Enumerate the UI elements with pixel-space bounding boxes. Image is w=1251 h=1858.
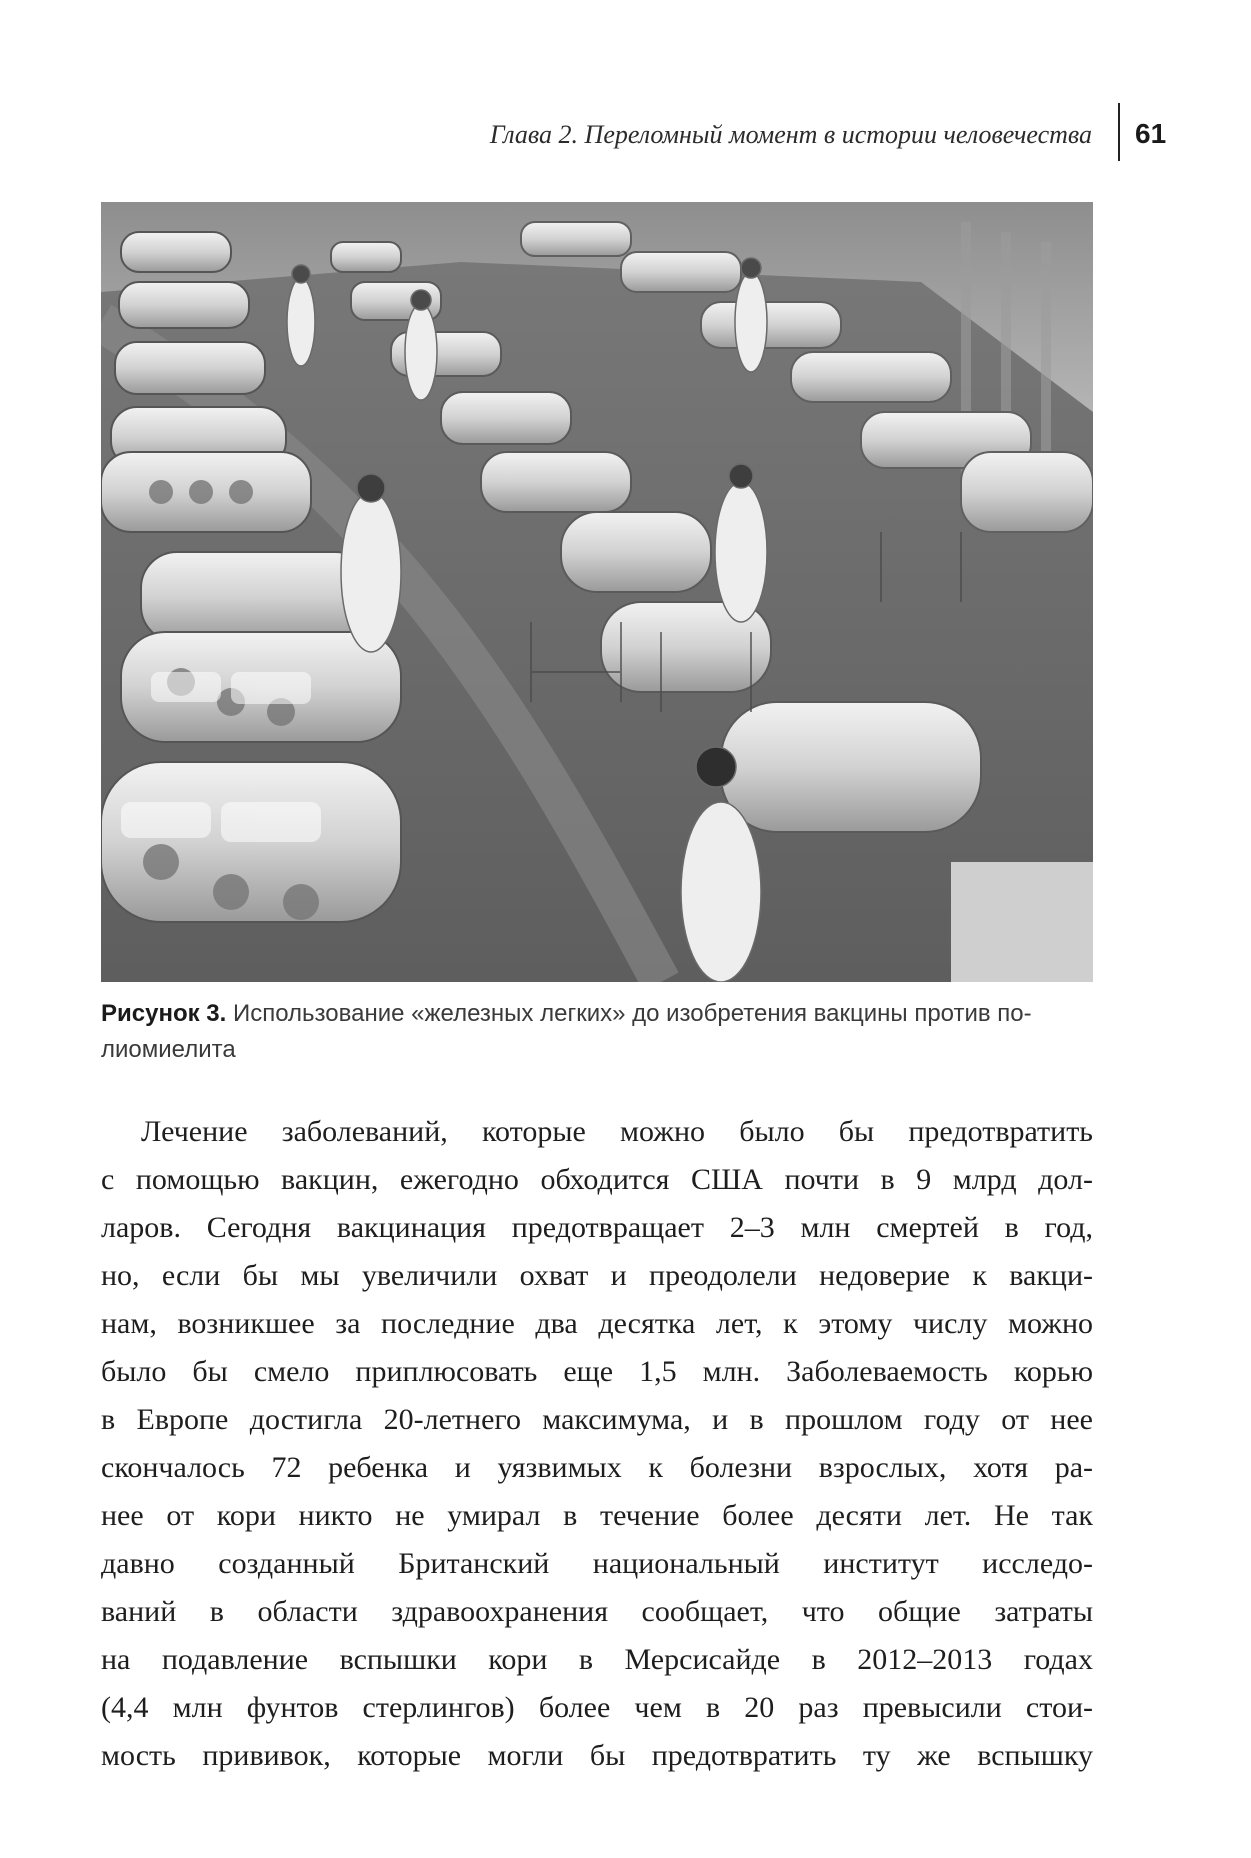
- body-line: давно созданный Британский национальный институт исследо-: [101, 1547, 1093, 1580]
- body-line: мость прививок, которые могли бы предотвратить ту же вспышку: [101, 1739, 1093, 1772]
- body-line: ларов. Сегодня вакцинация предотвращает 2–3 млн смертей в год,: [101, 1211, 1093, 1244]
- body-line: нам, возникшее за последние два десятка лет, к этому числу можно: [101, 1307, 1093, 1340]
- figure-caption: [101, 996, 1093, 1068]
- running-header-title: Глава 2. Переломный момент в истории человечества: [489, 120, 1092, 149]
- body-line: нее от кори никто не умирал в течение более десяти лет. Не так: [101, 1499, 1093, 1532]
- body-line: Лечение заболеваний, которые можно было бы предотвратить: [141, 1115, 1093, 1148]
- header-divider: [1118, 103, 1120, 161]
- body-line: (4,4 млн фунтов стерлингов) более чем в 20 раз превысили стои-: [101, 1691, 1093, 1724]
- page-number: 61: [1135, 118, 1167, 149]
- body-line: скончалось 72 ребенка и уязвимых к болезни взрослых, хотя ра-: [101, 1451, 1093, 1484]
- figure-label: Рисунок 3.: [101, 1000, 227, 1027]
- figure-caption-text-2: лиомиелита: [101, 1036, 236, 1063]
- body-line: но, если бы мы увеличили охват и преодолели недоверие к вакци-: [101, 1259, 1093, 1292]
- body-line: с помощью вакцин, ежегодно обходится США почти в 9 млрд дол-: [101, 1163, 1093, 1196]
- body-line: на подавление вспышки кори в Мерсисайде в 2012–2013 годах: [101, 1643, 1093, 1676]
- iron-lung-photograph: [101, 202, 1093, 982]
- body-line: ваний в области здравоохранения сообщает, что общие затраты: [101, 1595, 1093, 1628]
- figure-caption-text-1: Использование «железных легких» до изобретения вакцины против по-: [232, 1000, 1032, 1027]
- body-line: было бы смело приплюсовать еще 1,5 млн. Заболеваемость корью: [101, 1355, 1093, 1388]
- body-paragraph: [101, 1108, 1093, 1780]
- body-line: в Европе достигла 20-летнего максимума, и в прошлом году от нее: [101, 1403, 1093, 1436]
